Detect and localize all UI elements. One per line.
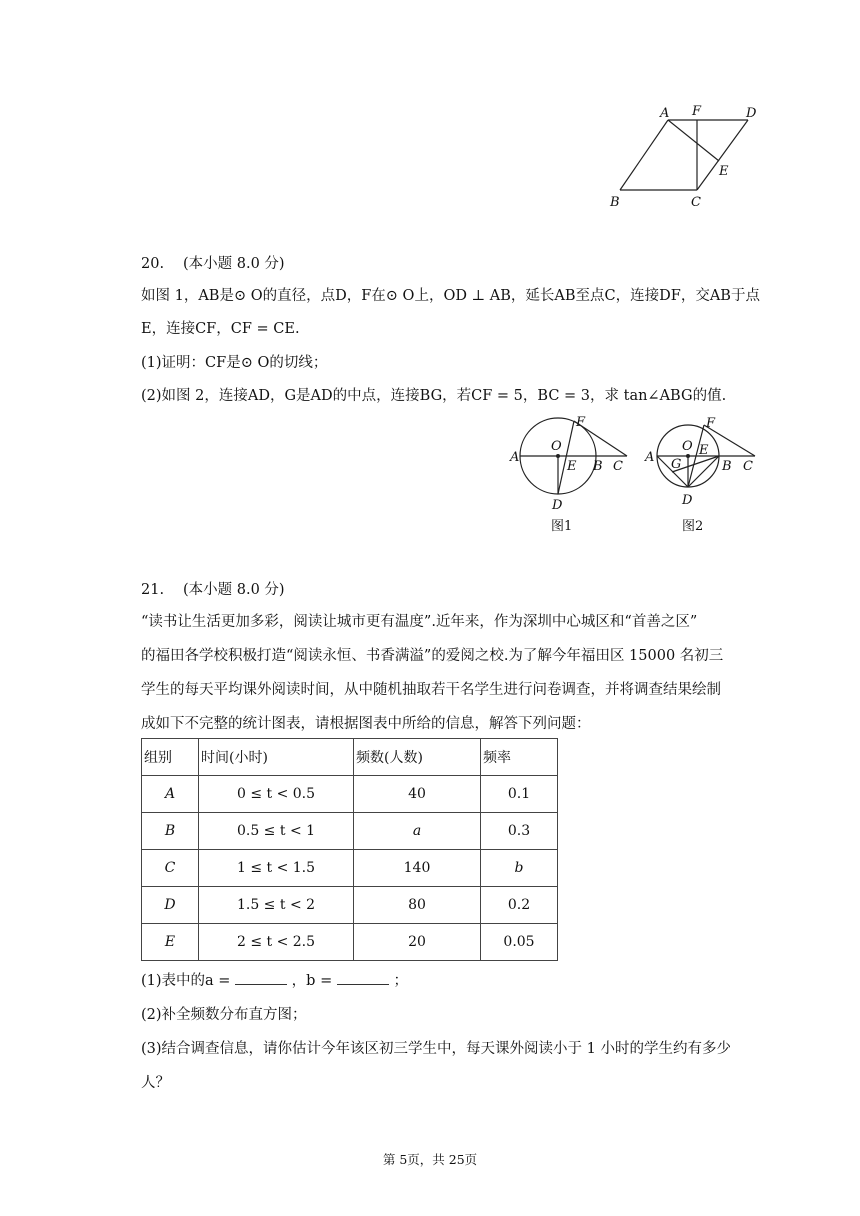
table-cell: B — [142, 813, 199, 850]
point-label-o: O — [682, 439, 693, 454]
table-row — [142, 813, 558, 850]
point-label-b: B — [593, 459, 603, 474]
table-cell: 2 ≤ t < 2.5 — [199, 924, 354, 961]
table-header-row — [142, 739, 558, 776]
question-21-line-4: 成如下不完整的统计图表，请根据图表中所给的信息，解答下列问题： — [141, 716, 591, 732]
table-cell: D — [142, 887, 199, 924]
point-label-e: E — [699, 443, 709, 458]
point-label-c: C — [743, 459, 753, 474]
question-20-line-2: E，连接CF，CF = CE. — [141, 321, 300, 337]
table-header-cell: 组别 — [142, 739, 199, 776]
point-label-f: F — [692, 104, 702, 119]
point-label-b: B — [610, 195, 620, 210]
point-label-a: A — [645, 450, 655, 465]
table-cell: b — [481, 850, 558, 887]
figure-caption: 图2 — [682, 519, 704, 534]
question-21-part-1 — [141, 971, 408, 991]
table-row — [142, 776, 558, 813]
point-label-c: C — [613, 459, 623, 474]
table-cell: A — [142, 776, 199, 813]
frequency-table — [141, 738, 558, 961]
table-cell: 0.2 — [481, 887, 558, 924]
table-cell: a — [354, 813, 481, 850]
question-21-part-3-line-2: 人？ — [141, 1075, 170, 1091]
point-label-c: C — [691, 195, 701, 210]
table-header-cell: 时间(小时) — [199, 739, 354, 776]
point-label-o: O — [551, 439, 562, 454]
page-footer: 第 5页，共 25页 — [382, 1152, 478, 1167]
part-1-end: ； — [393, 973, 408, 989]
table-cell: 40 — [354, 776, 481, 813]
table-cell: 0.5 ≤ t < 1 — [199, 813, 354, 850]
point-label-e: E — [719, 164, 729, 179]
question-points: (本小题 8.0 分) — [183, 256, 285, 272]
point-label-e: E — [567, 459, 577, 474]
table-cell: C — [142, 850, 199, 887]
table-row — [142, 924, 558, 961]
table-row — [142, 887, 558, 924]
question-points: (本小题 8.0 分) — [183, 582, 285, 598]
question-21-line-3: 学生的每天平均课外阅读时间，从中随机抽取若干名学生进行问卷调查，并将调查结果绘制 — [141, 682, 721, 698]
question-21-header — [141, 578, 285, 599]
question-21-part-2: (2)补全频数分布直方图； — [141, 1007, 307, 1023]
question-20-part-1: (1)证明：CF是⊙ O的切线； — [141, 355, 328, 371]
point-label-f: F — [576, 415, 586, 430]
point-label-a: A — [660, 106, 670, 121]
table-cell: 140 — [354, 850, 481, 887]
part-1-mid: ，b = — [291, 973, 337, 989]
parallelogram-figure — [600, 100, 770, 212]
figure-caption: 图1 — [551, 519, 573, 534]
question-number: 20. — [141, 256, 165, 272]
circle-figure-2 — [640, 412, 765, 537]
point-label-b: B — [722, 459, 732, 474]
table-cell: 20 — [354, 924, 481, 961]
part-1-prefix: (1)表中的a = — [141, 973, 236, 989]
table-header-cell: 频率 — [481, 739, 558, 776]
question-number: 21. — [141, 582, 165, 598]
point-label-a: A — [510, 450, 520, 465]
table-cell: 0 ≤ t < 0.5 — [199, 776, 354, 813]
question-20-line-1: 如图 1，AB是⊙ O的直径，点D，F在⊙ O上，OD ⊥ AB，延长AB至点C，连接DF，交AB于点 — [141, 288, 760, 304]
answer-blank-b — [337, 972, 389, 985]
point-label-g: G — [671, 457, 682, 472]
table-cell: 0.05 — [481, 924, 558, 961]
circle-figure-1 — [505, 412, 635, 537]
question-21-part-3-line-1: (3)结合调查信息，请你估计今年该区初三学生中，每天课外阅读小于 1 小时的学生约有多少 — [141, 1041, 731, 1057]
table-cell: 0.1 — [481, 776, 558, 813]
point-label-d: D — [746, 106, 757, 121]
question-21-line-1: “读书让生活更加多彩，阅读让城市更有温度”.近年来，作为深圳中心城区和“首善之区” — [141, 614, 698, 630]
table-cell: 1 ≤ t < 1.5 — [199, 850, 354, 887]
question-21-line-2: 的福田各学校积极打造“阅读永恒、书香满溢”的爱阅之校.为了解今年福田区 15000 名初三 — [141, 648, 724, 664]
point-label-f: F — [706, 416, 716, 431]
table-cell: 1.5 ≤ t < 2 — [199, 887, 354, 924]
table-cell: 0.3 — [481, 813, 558, 850]
point-label-d: D — [682, 493, 693, 508]
table-cell: 80 — [354, 887, 481, 924]
question-20-part-2: (2)如图 2，连接AD，G是AD的中点，连接BG，若CF = 5，BC = 3，求 tan∠ABG的值. — [141, 388, 727, 404]
table-cell: E — [142, 924, 199, 961]
question-20-header — [141, 252, 285, 273]
table-header-cell: 频数(人数) — [354, 739, 481, 776]
answer-blank-a — [235, 972, 287, 985]
point-label-d: D — [552, 498, 563, 513]
table-row — [142, 850, 558, 887]
